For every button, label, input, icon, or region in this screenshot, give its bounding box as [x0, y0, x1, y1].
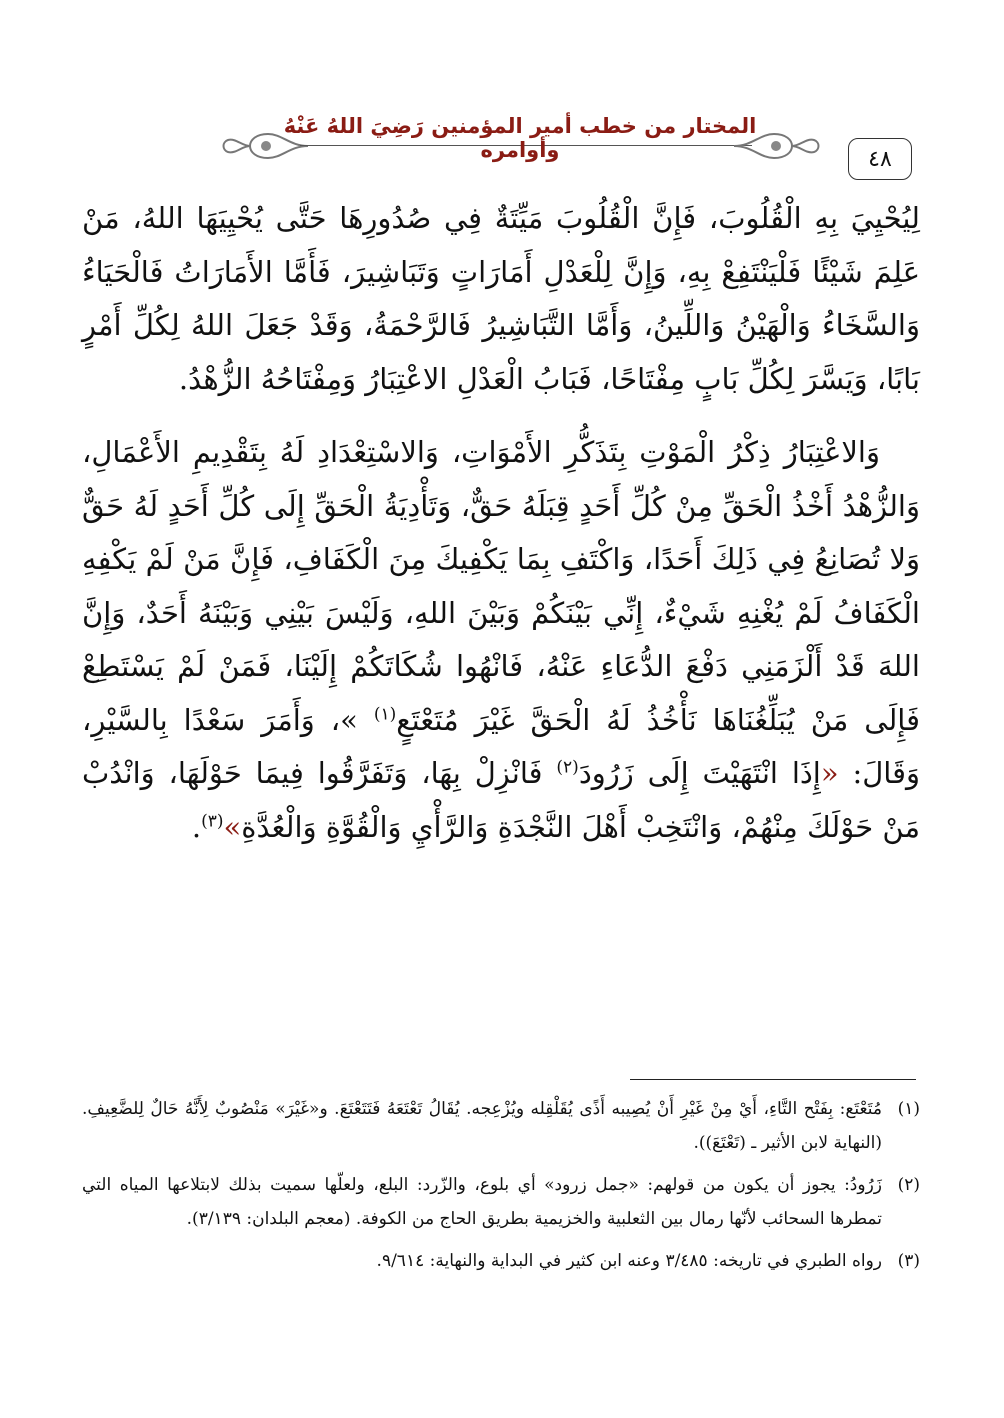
footnote-3 [82, 1244, 920, 1278]
paragraph-2-end: . [191, 809, 202, 844]
footnote-text: مُتَعْتَع: بِفَتْح التَّاءِ، أَيْ مِنْ غَيْرِ أَنْ يُصِيبه أَذًى يُقَلْقِله ويُزْعِجه. يُقَالُ تَعْتَعَهُ فَتَتَعْتَعَ. و«غَيْرَ» مَنْصُوبٌ لِأَنَّهُ حَالٌ لِلضَّعِيفِ. (النهاية لابن الأثير ـ (تَعْتَعَ)). [82, 1099, 882, 1153]
main-text [82, 192, 920, 854]
ornament-right-icon [732, 126, 822, 166]
footnote-1 [82, 1092, 920, 1160]
page-number: ٤٨ [848, 138, 912, 180]
paragraph-2-text-1: وَالاعْتِبَارُ ذِكْرُ الْمَوْتِ بِتَذَكُّرِ الأَمْوَاتِ، وَالاسْتِعْدَادِ لَهُ بِتَقْدِيمِ الأَعْمَالِ، وَالزُّهْدُ أَخْذُ الْحَقِّ مِنْ كُلِّ أَحَدٍ قِبَلَهُ حَقٌّ، وَتَأْدِيَةُ الْحَقِّ إِلَى كُلِّ أَحَدٍ لَهُ حَقٌّ وَلا تُصَانِعُ فِي ذَلِكَ أَحَدًا، وَاكْتَفِ بِمَا يَكْفِيكَ مِنَ الْكَفَافِ، فَإِنَّ مَنْ لَمْ يَكْفِهِ الْكَفَافُ لَمْ يُغْنِهِ شَيْءٌ، إِنِّي بَيْنَكُمْ وَبَيْنَ اللهِ، وَلَيْسَ بَيْنِي وَبَيْنَهُ أَحَدٌ، وَإِنَّ اللهَ قَدْ أَلْزَمَنِي دَفْعَ الدُّعَاءِ عَنْهُ، فَانْهُوا شُكَاتَكُمْ إِلَيْنَا، فَمَنْ لَمْ يَسْتَطِعْ فَإِلَى مَنْ يُبَلِّغُنَاهَا نَأْخُذُ لَهُ الْحَقَّ غَيْرَ مُتَعْتَعٍ [82, 435, 920, 737]
quote-open-mark: « [820, 756, 839, 790]
footnote-number: (١) [897, 1099, 920, 1119]
footnote-number: (٣) [897, 1251, 920, 1271]
paragraph-2-text-3: إِذَا انْتَهَيْتَ إِلَى زَرُودَ [578, 756, 821, 790]
footnote-ref-2: (٢) [556, 757, 579, 778]
footnotes [82, 1092, 920, 1286]
footnote-number: (٢) [897, 1175, 920, 1195]
paragraph-2-text-2: »، وَأَمَرَ سَعْدًا بِالسَّيْرِ، وَقَالَ: [82, 702, 920, 790]
header-title: المختار من خطب أمير المؤمنين رَضِيَ اللهُ عَنْهُ وأوامره [283, 114, 757, 162]
paragraph-2-text-4: فَانْزِلْ بِهَا، وَتَفَرَّقُوا فِيمَا حَوْلَهَا، وَانْدُبْ مَنْ حَوْلَكَ مِنْهُمْ، وَانْتَخِبْ أَهْلَ النَّجْدَةِ وَالرَّأْيِ وَالْقُوَّةِ وَالْعُدَّةِ [82, 756, 920, 844]
quote-close-mark: » [223, 809, 242, 844]
footnote-separator [630, 1079, 916, 1080]
page-header [150, 112, 890, 176]
footnote-text: رواه الطبري في تاريخه: ٣/٤٨٥ وعنه ابن كثير في البداية والنهاية: ٩/٦١٤. [376, 1251, 882, 1271]
footnote-text: زَرُودُ: يجوز أن يكون من قولهم: «جمل زرود» أي بلوع، والزّرد: البلع، ولعلّها سميت بذلك لابتلاعها المياه التي تمطرها السحائب لأنّها رمال بين الثعلبية والخزيمية بطريق الحاج من الكوفة. (معجم البلدان: ٣/١٣٩). [82, 1175, 882, 1229]
footnote-ref-3: (٣) [201, 810, 224, 831]
footnote-2 [82, 1168, 920, 1236]
paragraph-2 [82, 426, 920, 854]
footnote-ref-1: (١) [373, 703, 397, 724]
paragraph-1: لِيُحْيِيَ بِهِ الْقُلُوبَ، فَإِنَّ الْقُلُوبَ مَيِّتَةٌ فِي صُدُورِهَا حَتَّى يُحْيِيَهَا اللهُ، مَنْ عَلِمَ شَيْئًا فَلْيَنْتَفِعْ بِهِ، وَإِنَّ لِلْعَدْلِ أَمَارَاتٍ وَتَبَاشِيرَ، فَأَمَّا الأَمَارَاتُ فَالْحَيَاءُ وَالسَّخَاءُ وَالْهَيْنُ وَاللِّينُ، وَأَمَّا التَّبَاشِيرُ فَالرَّحْمَةُ، وَقَدْ جَعَلَ اللهُ لِكُلِّ أَمْرٍ بَابًا، وَيَسَّرَ لِكُلِّ بَابٍ مِفْتَاحًا، فَبَابُ الْعَدْلِ الاعْتِبَارُ وَمِفْتَاحُهُ الزُّهْدُ. [82, 201, 920, 396]
